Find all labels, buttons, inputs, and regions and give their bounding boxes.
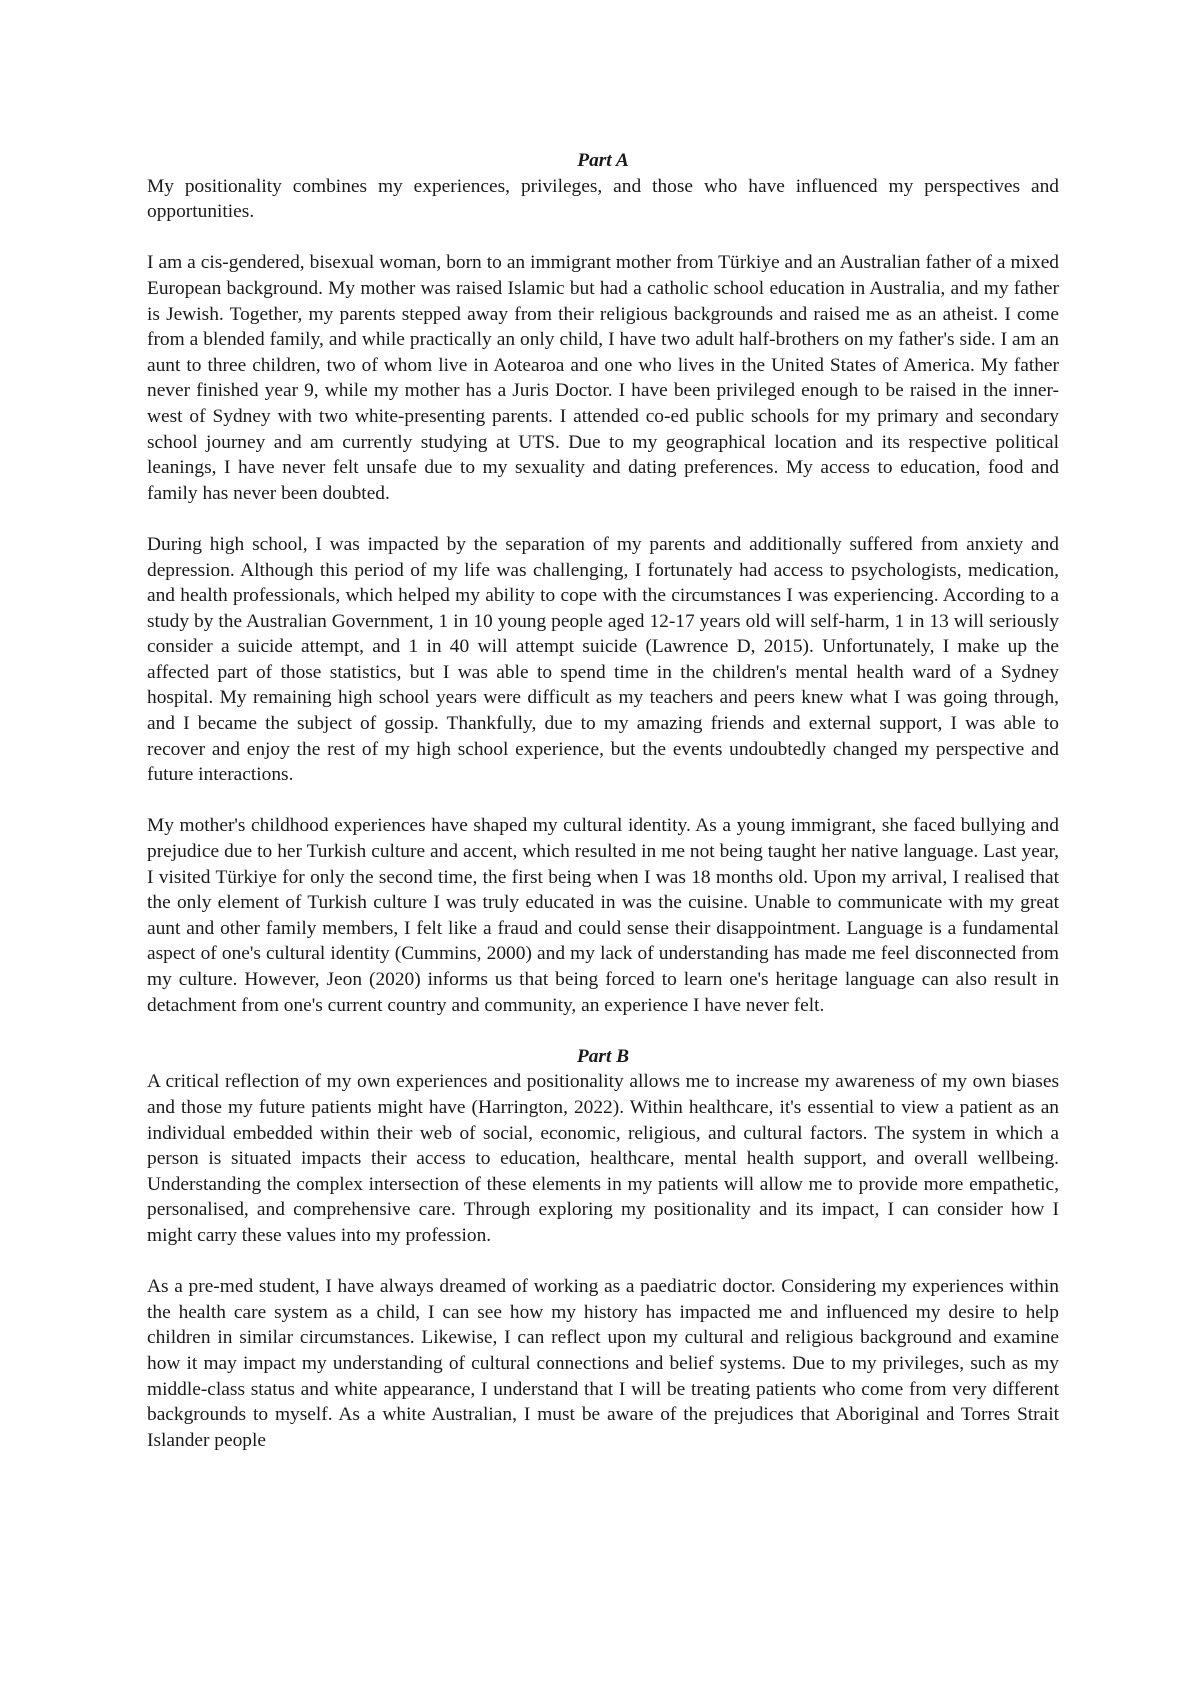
part-b-paragraph-1: A critical reflection of my own experiences and positionality allows me to increase my awareness of my own biases and those my future patients might have (Harrington, 2022). Within healthcare, it's essential to view a patient as an individual embedded within their web of social, economic, religious, and cultural factors. The system in which a person is situated impacts their access to education, healthcare, mental health support, and overall wellbeing. Understanding the complex intersection of these elements in my patients will allow me to provide more empathetic, personalised, and comprehensive care. Through exploring my positionality and its impact, I can consider how I might carry these values into my profession. [147,1071,1059,1246]
part-a-paragraph-4: My mother's childhood experiences have shaped my cultural identity. As a young immigrant, she faced bullying and prejudice due to her Turkish culture and accent, which resulted in me not being taught her native language. Last year, I visited Türkiye for only the second time, the first being when I was 18 months old. Upon my arrival, I realised that the only element of Turkish culture I was truly educated in was the cuisine. Unable to communicate with my great aunt and other family members, I felt like a fraud and could sense their disappointment. Language is a fundamental aspect of one's cultural identity (Cummins, 2000) and my lack of understanding has made me feel disconnected from my culture. However, Jeon (2020) informs us that being forced to learn one's heritage language can also result in detachment from one's current country and community, an experience I have never felt. [147,815,1059,1016]
part-a-paragraph-3: During high school, I was impacted by the separation of my parents and additionally suffered from anxiety and depression. Although this period of my life was challenging, I fortunately had access to psychologists, medication, and health professionals, which helped my ability to cope with the circumstances I was experiencing. According to a study by the Australian Government, 1 in 10 young people aged 12-17 years old will self-harm, 1 in 13 will seriously consider a suicide attempt, and 1 in 40 will attempt suicide (Lawrence D, 2015). Unfortunately, I make up the affected part of those statistics, but I was able to spend time in the children's mental health ward of a Sydney hospital. My remaining high school years were difficult as my teachers and peers knew what I was going through, and I became the subject of gossip. Thankfully, due to my amazing friends and external support, I was able to recover and enjoy the rest of my high school experience, but the events undoubtedly changed my perspective and future interactions. [147,533,1059,786]
part-a-heading: Part A [577,150,629,171]
part-a-paragraph-2: I am a cis-gendered, bisexual woman, born to an immigrant mother from Türkiye and an Australian father of a mixed European background. My mother was raised Islamic but had a catholic school education in Australia, and my father is Jewish. Together, my parents stepped away from their religious backgrounds and raised me as an atheist. I come from a blended family, and while practically an only child, I have two adult half-brothers on my father's side. I am an aunt to three children, two of whom live in Aotearoa and one who lives in the United States of America. My father never finished year 9, while my mother has a Juris Doctor. I have been privileged enough to be raised in the inner-west of Sydney with two white-presenting parents. I attended co-ed public schools for my primary and secondary school journey and am currently studying at UTS. Due to my geographical location and its respective political leanings, I have never felt unsafe due to my sexuality and dating preferences. My access to education, food and family has never been doubted. [147,252,1059,504]
document-page [147,148,1059,1453]
part-b-paragraph-2: As a pre-med student, I have always dreamed of working as a paediatric doctor. Considering my experiences within the health care system as a child, I can see how my history has impacted me and influenced my desire to help children in similar circumstances. Likewise, I can reflect upon my cultural and religious background and examine how it may impact my understanding of cultural connections and belief systems. Due to my privileges, such as my middle-class status and white appearance, I understand that I will be treating patients who come from very different backgrounds to myself. As a white Australian, I must be aware of the prejudices that Aboriginal and Torres Strait Islander people [147,1276,1059,1451]
part-b-heading: Part B [576,1045,630,1067]
part-a-paragraph-1: My positionality combines my experiences, privileges, and those who have influenced my perspectives and opportunities. [147,175,1059,223]
